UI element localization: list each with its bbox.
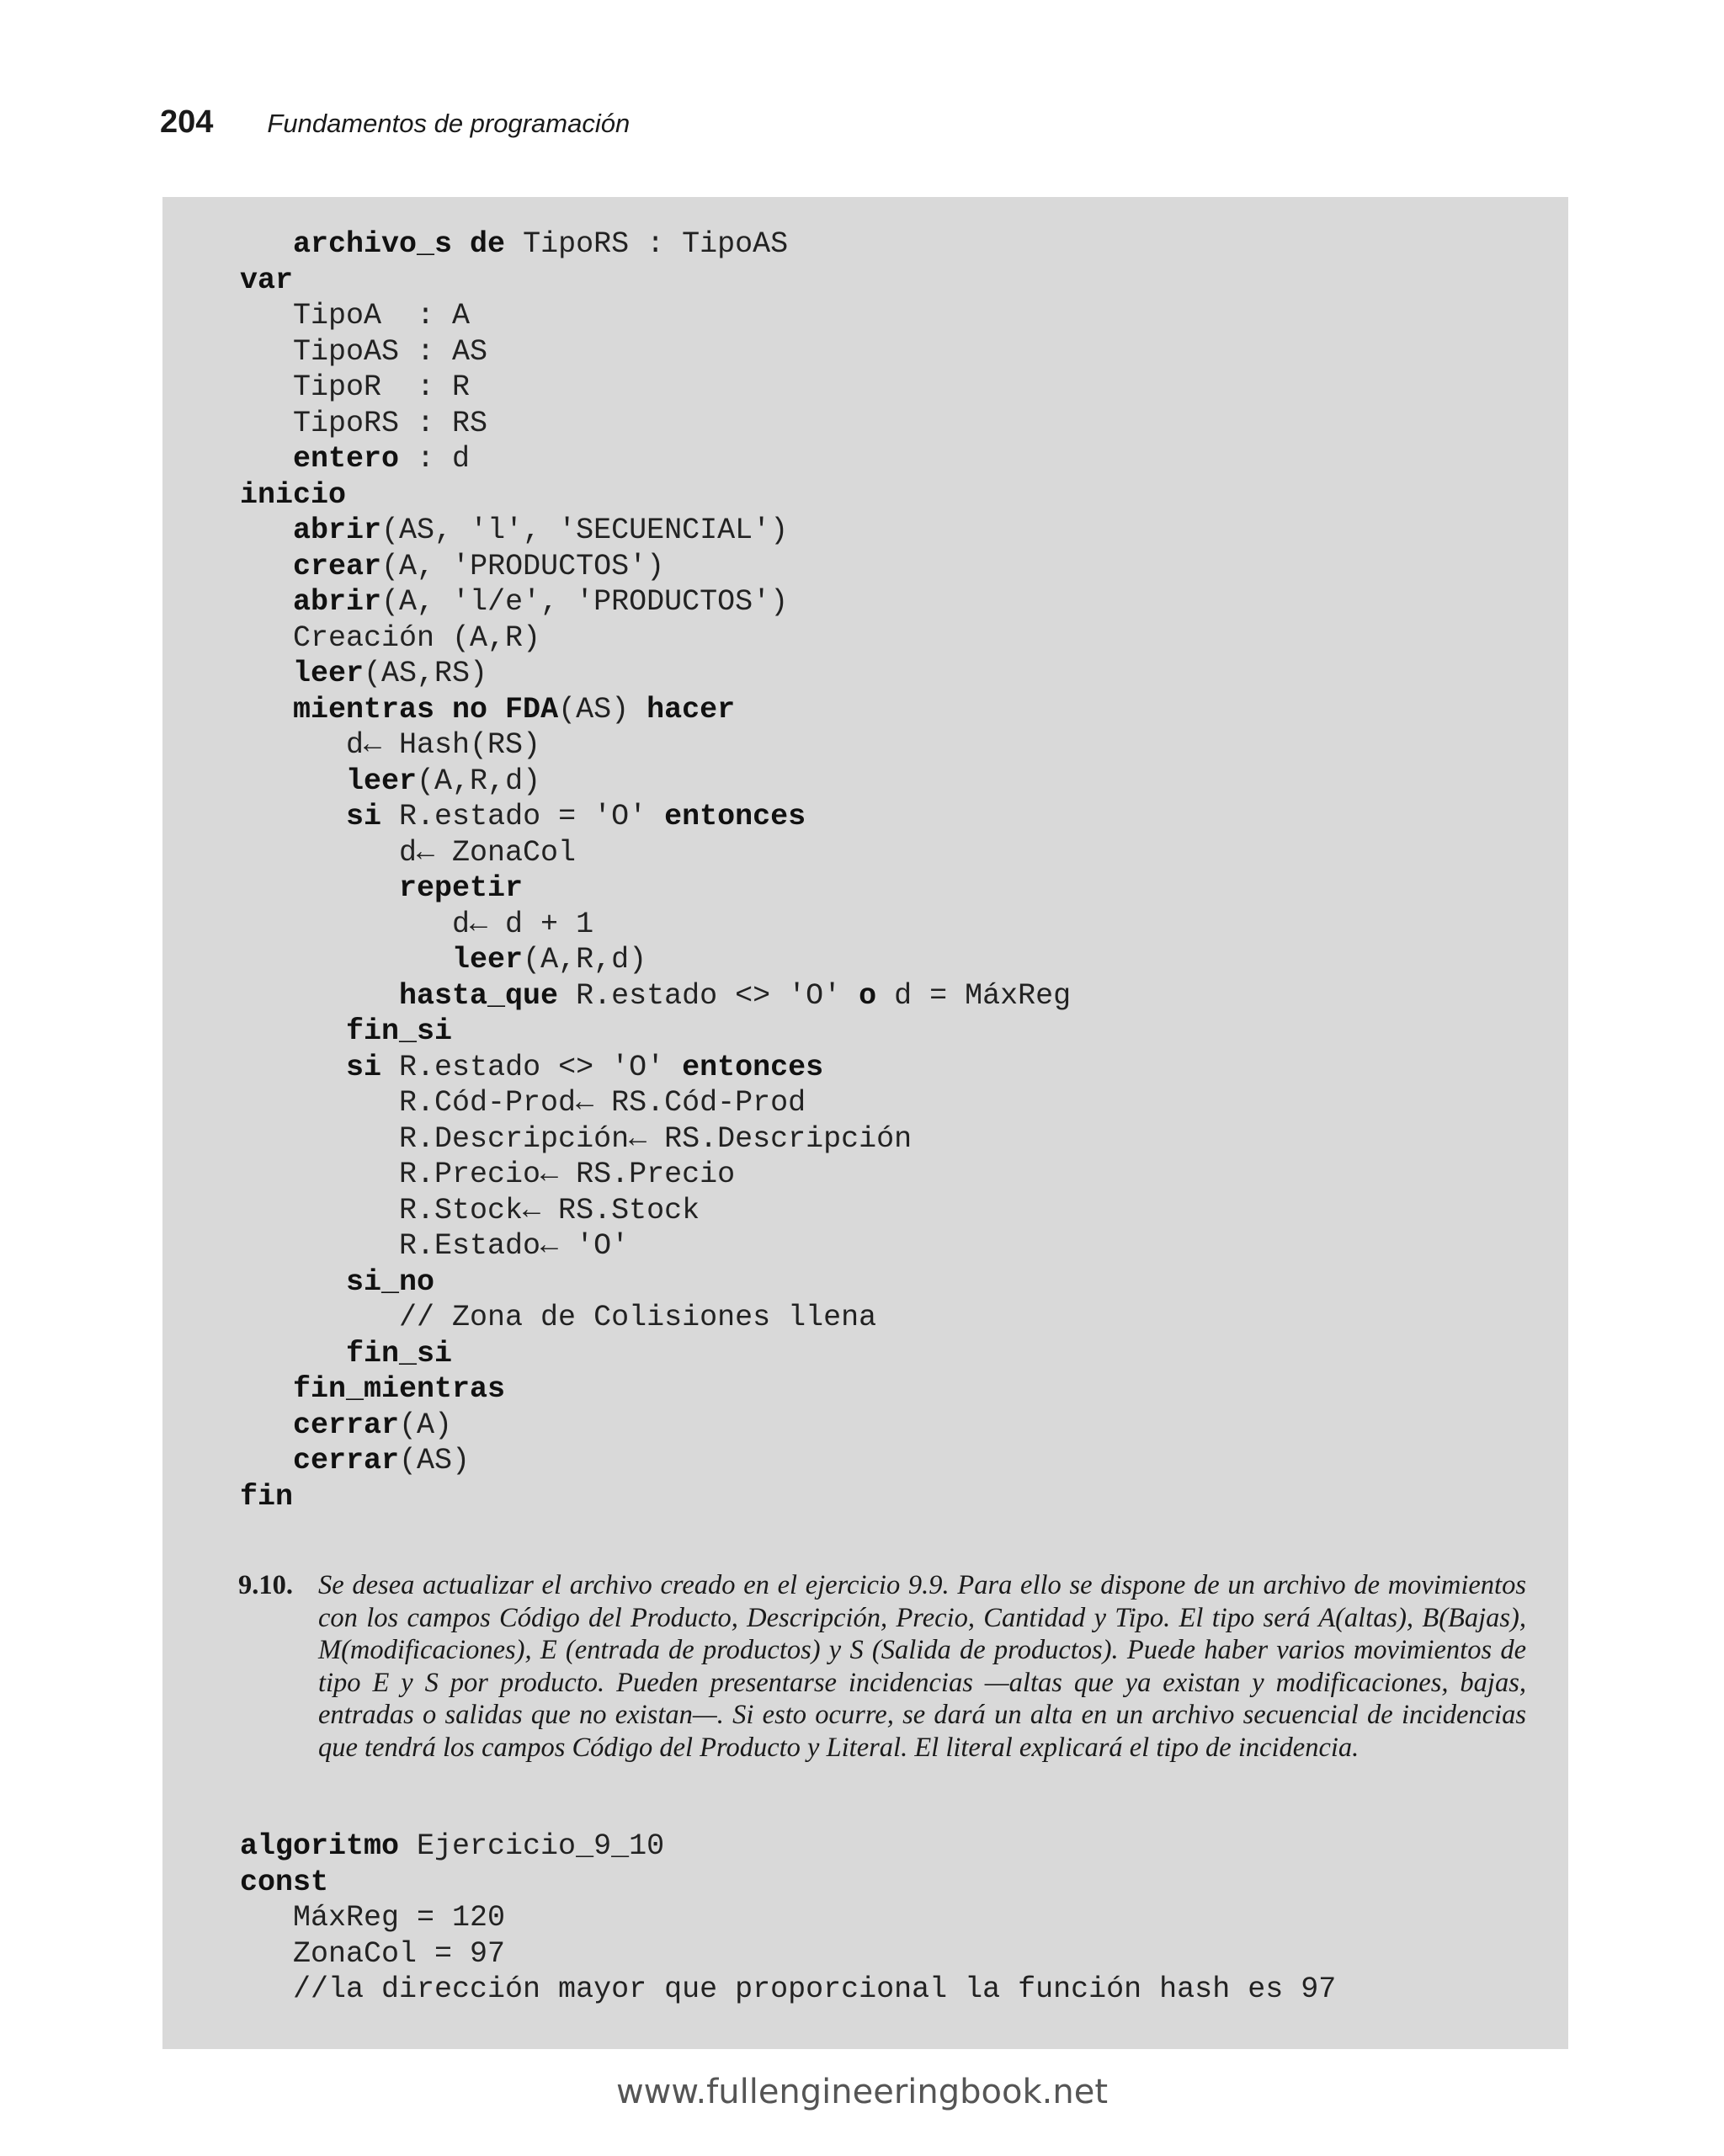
code-line (240, 1408, 1071, 1444)
code-text (240, 1265, 346, 1299)
code-text: (A,R,d) (417, 764, 541, 798)
code-keyword: si_no (346, 1264, 435, 1299)
code-line (240, 1479, 1071, 1515)
code-line (240, 584, 1071, 620)
code-line (240, 1900, 1336, 1936)
code-text: R.estado = 'O' (381, 800, 665, 833)
code-line (240, 1300, 1071, 1336)
code-text: (A, 'l/e', 'PRODUCTOS') (381, 585, 789, 619)
code-line (240, 441, 1071, 477)
code-line (240, 477, 1071, 514)
code-keyword: hacer (646, 692, 736, 727)
code-keyword: const (240, 1865, 329, 1899)
code-text: TipoAS : AS (240, 334, 488, 369)
code-text: (AS, 'l', 'SECUENCIAL') (381, 514, 789, 547)
code-text (240, 1408, 293, 1442)
code-text: ZonaCol = 97 (240, 1936, 506, 1971)
code-keyword: o (859, 978, 877, 1013)
code-block-1 (240, 226, 1071, 1515)
code-text: // Zona de Colisiones llena (240, 1301, 877, 1334)
code-keyword: crear (293, 549, 382, 583)
code-line (240, 764, 1071, 800)
code-text (240, 979, 399, 1013)
code-keyword: entonces (682, 1050, 824, 1084)
code-line (240, 978, 1071, 1014)
code-keyword: inicio (240, 477, 347, 512)
code-line (240, 1336, 1071, 1372)
code-text: R.Precio← RS.Precio (240, 1158, 736, 1191)
exercise-9-10 (238, 1569, 1526, 1764)
code-line (240, 1121, 1071, 1158)
code-line (240, 1865, 1336, 1901)
code-text (240, 442, 293, 476)
code-keyword: leer (346, 764, 418, 798)
code-text: R.Estado← 'O' (240, 1229, 630, 1263)
code-keyword: fin_mientras (293, 1372, 506, 1406)
code-line (240, 1972, 1336, 2008)
code-keyword: leer (293, 657, 364, 690)
code-text: : d (399, 442, 471, 476)
code-text: (AS,RS) (364, 657, 488, 690)
code-line (240, 620, 1071, 657)
code-line (240, 1936, 1336, 1972)
code-text: R.estado <> 'O' (558, 978, 859, 1013)
code-line (240, 298, 1071, 334)
code-text: (AS) (558, 692, 647, 727)
code-keyword: cerrar (293, 1444, 400, 1477)
code-text: Ejercicio_9_10 (399, 1829, 665, 1863)
code-line (240, 1829, 1336, 1865)
code-text (240, 764, 346, 798)
code-text (240, 550, 293, 583)
code-text (240, 871, 399, 905)
code-text: (A) (399, 1408, 453, 1442)
code-line (240, 370, 1071, 406)
code-line (240, 870, 1071, 907)
code-keyword: fin_si (346, 1014, 453, 1048)
book-title: Fundamentos de programación (267, 109, 631, 138)
code-text (240, 585, 293, 619)
code-text (240, 800, 346, 833)
code-text: R.Stock← RS.Stock (240, 1193, 700, 1227)
code-text (240, 514, 293, 547)
code-line (240, 334, 1071, 370)
code-line (240, 1157, 1071, 1193)
code-keyword: si (346, 800, 382, 833)
code-line (240, 1264, 1071, 1301)
code-line (240, 656, 1071, 692)
code-line (240, 1014, 1071, 1050)
code-line (240, 799, 1071, 835)
code-text (240, 657, 293, 690)
code-text (240, 1372, 293, 1406)
code-line (240, 1050, 1071, 1086)
code-text (240, 943, 452, 977)
code-line (240, 226, 1071, 263)
code-line (240, 263, 1071, 299)
code-keyword: abrir (293, 514, 382, 547)
code-block-2 (240, 1829, 1336, 2008)
code-text: d← ZonaCol (240, 835, 577, 870)
code-text: (A,R,d) (523, 943, 647, 977)
code-text: TipoA : A (240, 299, 471, 333)
code-line (240, 1371, 1071, 1408)
code-text (240, 1014, 346, 1048)
code-text (240, 227, 293, 261)
code-text (240, 1051, 346, 1084)
code-line (240, 1085, 1071, 1121)
code-keyword: leer (452, 943, 524, 977)
code-text: d← Hash(RS) (240, 728, 541, 762)
code-line (240, 1193, 1071, 1229)
footer-url: www.fullengineeringbook.net (615, 2073, 1109, 2111)
code-keyword: repetir (399, 871, 524, 905)
code-keyword: entonces (664, 800, 806, 833)
page-header (160, 104, 630, 155)
code-text (240, 693, 293, 727)
code-keyword: si (346, 1050, 382, 1084)
code-line (240, 727, 1071, 764)
code-keyword: abrir (293, 585, 382, 619)
code-line (240, 406, 1071, 442)
code-text: MáxReg = 120 (240, 1901, 506, 1935)
code-keyword: fin (240, 1479, 294, 1514)
code-line (240, 1443, 1071, 1479)
code-text: (AS) (399, 1444, 471, 1477)
code-line (240, 549, 1071, 585)
code-keyword: fin_si (346, 1336, 453, 1371)
exercise-number: 9.10. (238, 1570, 293, 1600)
content-panel (162, 197, 1568, 2049)
code-keyword: entero (293, 442, 400, 476)
code-line (240, 692, 1071, 728)
code-line (240, 1228, 1071, 1264)
code-text (240, 1337, 346, 1371)
code-text: R.Descripción← RS.Descripción (240, 1121, 913, 1156)
code-text: R.Cód-Prod← RS.Cód-Prod (240, 1086, 806, 1120)
code-keyword: cerrar (293, 1408, 400, 1442)
code-text: TipoRS : TipoAS (505, 227, 789, 261)
code-line (240, 907, 1071, 943)
code-text: TipoR : R (240, 370, 471, 404)
code-text (240, 1444, 293, 1477)
code-text: R.estado <> 'O' (381, 1050, 683, 1084)
page-number: 204 (160, 104, 214, 140)
code-keyword: mientras no FDA (293, 692, 559, 727)
code-keyword: algoritmo (240, 1829, 400, 1863)
code-line (240, 942, 1071, 978)
code-keyword: archivo_s de (293, 227, 506, 261)
code-text: (A, 'PRODUCTOS') (381, 549, 665, 583)
code-line (240, 835, 1071, 871)
code-line (240, 513, 1071, 549)
code-keyword: var (240, 263, 294, 297)
code-text: d← d + 1 (240, 907, 594, 941)
code-text: //la dirección mayor que proporcional la función hash es 97 (240, 1972, 1337, 2006)
code-keyword: hasta_que (399, 978, 559, 1013)
code-text: TipoRS : RS (240, 406, 488, 440)
exercise-text: Se desea actualizar el archivo creado en el ejercicio 9.9. Para ello se dispone de un archivo de movimientos con los campos Código del Producto, Descripción, Precio, Cantidad y Tipo. El tipo será A(altas), B(Bajas), M(modificaciones), E (entrada de productos) y S (Salida de productos). Puede haber varios movimientos de tipo E y S por producto. Pueden presentarse incidencias —altas que ya existan y modificaciones, bajas, entradas o salidas que no existan—. Si esto ocurre, se dará un alta en un archivo secuencial de incidencias que tendrá los campos Código del Producto y Literal. El literal explicará el tipo de incidencia. (318, 1570, 1526, 1763)
code-text: d = MáxReg (876, 978, 1072, 1013)
code-text: Creación (A,R) (240, 620, 541, 655)
